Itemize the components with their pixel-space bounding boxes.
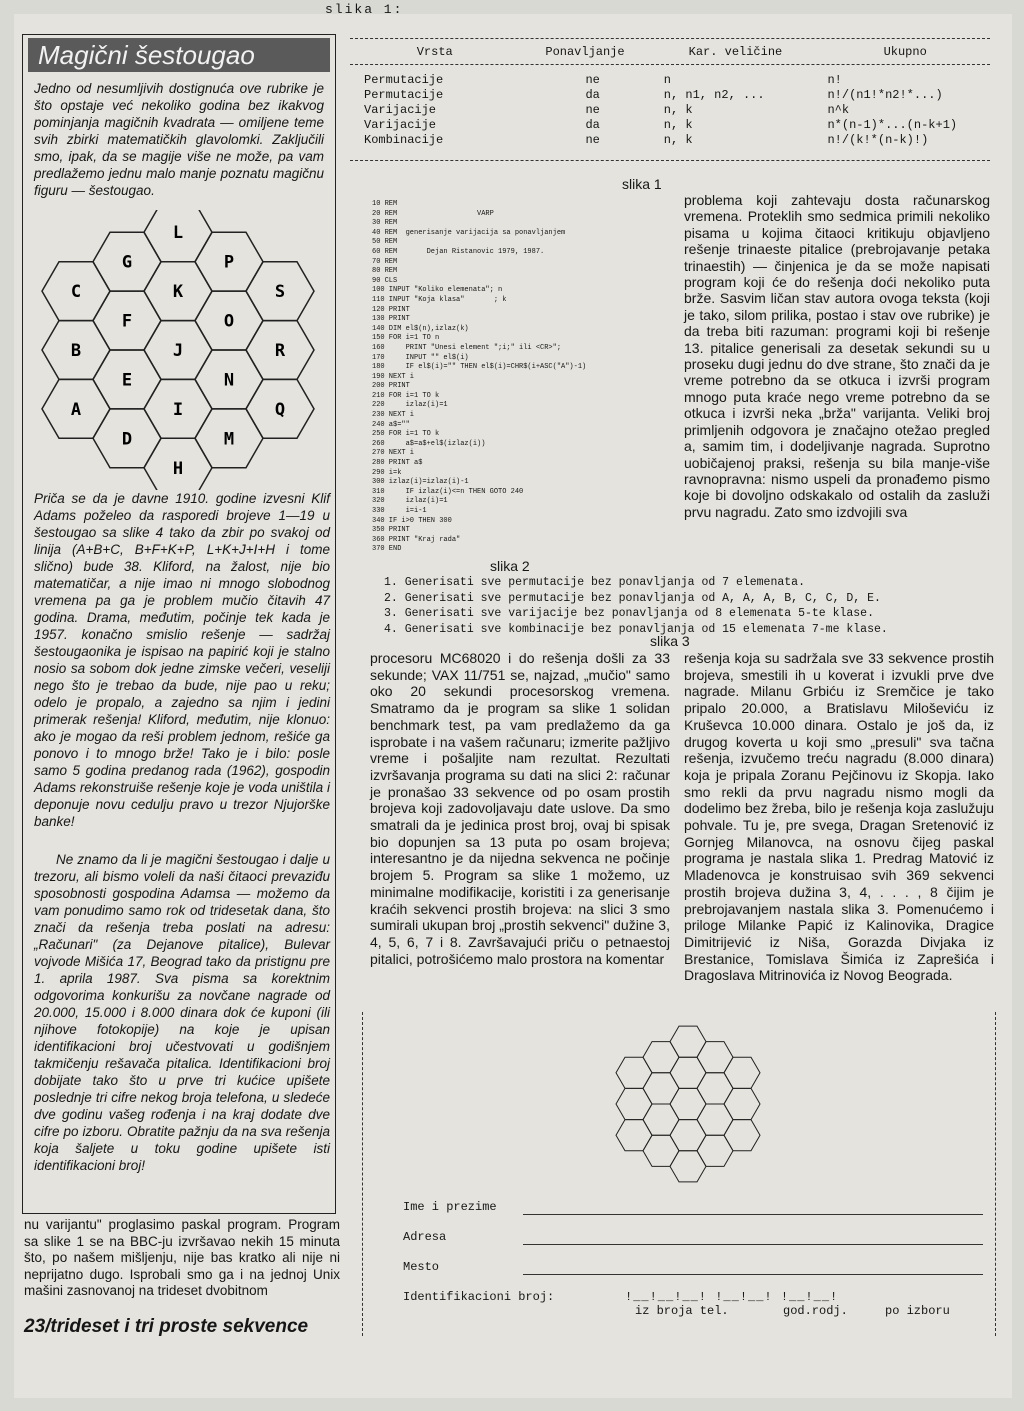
sidebar-contest: Ne znamo da li je magični šestougao i dalje u trezoru, ali bismo voleli da naši čitaoci prevaziđu sposobnosti gospodina Adamsa — možemo da vam ponudimo samo rok od tridesetak dana, što znači da rešenja treba poslati na adresu: „Računari" (za Dejanove pitalice), Bulevar vojvode Mišića 17, Beograd tako da pristignu pre 1. aprila 1987. Sva pisma sa korektnim odgovorima konkurišu za novčane nagrade od 20.000, 15.000 i 8.000 dinara dok će kuponi (ili njihove fotokopije) na koje je upisan identifikacioni broj učestvovati u godišnjem takmičenju rešavača pitalica. Identifikacioni broj dobijate tako što u prve tri kućice upišete poslednje tri cifre nekog broja telefona, u sledeće dve godinu vašeg rođenja i na kraj dodate dve cifre po izboru. Obratite pažnju da na sva rešenja koja šaljete u toku godine upišete isti identifikacioni broj! [34, 852, 330, 1173]
program-line: 300 izlaz(i)=izlaz(i)-1 [372, 478, 469, 487]
table-cell: n! [827, 72, 842, 87]
id-boxes[interactable]: !__!__!__! !__!__! !__!__! [625, 1290, 839, 1304]
program-line: 80 REM [372, 267, 398, 276]
task-item: 3. Generisati sve varijacije bez ponavljanja od 8 elemenata 5-te klase. [384, 607, 874, 620]
table-cell: Kombinacije [364, 132, 444, 147]
program-line: 290 i=k [372, 468, 402, 477]
table-header-cell: Ukupno [883, 45, 927, 59]
coupon-hex-cell[interactable] [670, 1057, 706, 1088]
hex-letter: L [172, 223, 184, 244]
hex-letter: F [121, 311, 133, 332]
coupon-hex-cell[interactable] [616, 1088, 652, 1119]
program-line: 310 IF izlaz(i)<=n THEN GOTO 240 [372, 487, 524, 496]
program-line: 350 PRINT [372, 526, 410, 535]
table-cell: n, n1, n2, ... [663, 87, 765, 102]
figure-caption-2: slika 2 [490, 558, 530, 574]
coupon-hex-cell[interactable] [697, 1135, 733, 1166]
table-header [350, 44, 990, 60]
coupon-hex-cell[interactable] [724, 1120, 760, 1151]
coupon-hex-cell[interactable] [670, 1026, 706, 1057]
table-body [350, 72, 990, 147]
program-line: 340 IF i>0 THEN 300 [372, 516, 452, 525]
address-label: Adresa [403, 1230, 447, 1244]
hex-letter: H [172, 458, 184, 479]
program-line: 370 END [372, 545, 402, 554]
table-header-cell: Vrsta [416, 45, 453, 59]
table-row [350, 132, 990, 147]
program-line: 320 izlaz(i)=1 [372, 497, 448, 506]
program-line: 260 a$=a$+el$(izlaz(i)) [372, 439, 486, 448]
table-row [350, 102, 990, 117]
table-cell: n!/(k!*(n-k)!) [827, 132, 929, 147]
hexagon-figure [22, 210, 334, 490]
program-line: 120 PRINT [372, 305, 410, 314]
program-line: 170 INPUT "" el$(i) [372, 353, 469, 362]
program-line: 150 FOR i=1 TO n [372, 334, 440, 343]
program-line: 130 PRINT [372, 315, 410, 324]
table-cell: n*(n-1)*...(n-k+1) [827, 117, 958, 132]
coupon-hex-cell[interactable] [724, 1088, 760, 1119]
table-cell: Permutacije [364, 87, 444, 102]
top-caption: slika 1: [325, 2, 404, 17]
table-cell: Varijacije [364, 117, 437, 132]
name-field[interactable] [523, 1214, 983, 1215]
sidebar-intro: Jedno od nesumljivih dostignuća ove rubrike je što opstaje već nekoliko godina bez ikakvog pominjanja magičnih kvadrata — omiljene teme svih zbirki matematičkih glavolomki. Zaključili smo, ipak, da se magije više ne može, pa vam predlažemo jednu malo manje poznatu magičnu figuru — šestougao. [34, 81, 324, 198]
task-item: 4. Generisati sve kombinacije bez ponavljanja od 15 elemenata 7-me klase. [384, 622, 888, 636]
program-line: 220 izlaz(i)=1 [372, 401, 448, 410]
table-cell: n!/(n1!*n2!*...) [827, 87, 943, 102]
task-list [384, 575, 994, 637]
figure-caption-3: slika 3 [650, 633, 690, 649]
hex-letter: O [223, 311, 235, 332]
hex-letter: P [223, 252, 235, 273]
coupon-hex-cell[interactable] [616, 1057, 652, 1088]
program-line: 140 DIM el$(n),izlaz(k) [372, 324, 469, 333]
hex-letter: Q [274, 399, 286, 420]
table-cell: ne [585, 132, 600, 147]
sidebar-title: Magični šestougao [28, 38, 330, 72]
coupon-hex-cell[interactable] [643, 1135, 679, 1166]
table-row [350, 117, 990, 132]
middle-column-text: procesoru MC68020 i do rešenja došli za 33 sekunde; VAX 11/751 se, najzad, „mučio" samo oko 20 sekundi procesorskog vremena. Smatramo da je program sa slike 1 solidan benchmark test, pa vam predlažemo da ga isprobate i na vašem računaru; izmerite pažljivo vreme i pošaljite nam rezultat. Rezultati izvršavanja programa su dati na slici 2: računar je pronašao 33 sekvence od po osam prostih brojeva koji zadovoljavaju date uslove. Da smo smatrali da je jedinica prost broj, ovaj bi spisak bio dopunjen sa 13 puta po osam brojeva; interesantno je da nijedna sekvenca ne počinje brojem 5. Program sa slike 1 možemo, uz minimalne modifikacije, koristiti i za generisanje kraćih sekvenci prostih brojeva: na slici 3 smo sumirali ukupan broj „prostih sekvenci" dužine 3, 4, 5, 6, 7 i 8. Završavajući priču o petnaestoj pitalici, potrošićemo malo prostora na komentar [370, 650, 670, 967]
id-sub-year: god.rodj. [783, 1304, 848, 1318]
hex-letter: G [121, 252, 133, 273]
figure-caption-1: slika 1 [622, 176, 662, 192]
hex-letter: N [223, 370, 235, 391]
coupon-hex-cell[interactable] [670, 1151, 706, 1182]
program-line: 270 NEXT i [372, 449, 415, 458]
program-line: 100 INPUT "Koliko elemenata"; n [372, 286, 503, 295]
program-line: 330 i=i-1 [372, 507, 427, 515]
hex-letter: J [172, 341, 184, 361]
table-cell: Permutacije [364, 72, 444, 87]
table-cell: da [585, 87, 600, 102]
coupon-hex-cell[interactable] [643, 1073, 679, 1104]
hex-letter: S [274, 282, 286, 303]
city-field[interactable] [523, 1274, 983, 1275]
city-label: Mesto [403, 1260, 440, 1274]
left-continuation: nu varijantu" proglasimo paskal program. Program sa slike 1 se na BBC-ju izvršavao nekih 15 minuta što, po našem mišljenju, nije bas kratko ali nije ni neprijatno dugo. Isprobali smo ga i na jednoj Unix mašini zasnovanoj na trideset dvobitnom [24, 1217, 340, 1299]
program-line: 10 REM [372, 200, 398, 208]
program-line: 250 FOR i=1 TO k [372, 430, 440, 439]
hex-letter: E [121, 370, 133, 391]
coupon-hex-cell[interactable] [697, 1073, 733, 1104]
table-cell: Varijacije [364, 102, 437, 117]
program-line: 50 REM [372, 238, 398, 247]
table-cell: ne [585, 72, 600, 87]
table-cell: n, k [663, 117, 693, 132]
table-cell: da [585, 117, 600, 132]
program-line: 110 INPUT "Koja klasa" ; k [372, 295, 507, 304]
program-line: 160 PRINT "Unesi element ";i;" ili <CR>"; [372, 343, 562, 352]
hex-letter: M [223, 429, 235, 450]
address-field[interactable] [523, 1244, 983, 1245]
id-sub-choice: po izboru [885, 1304, 950, 1318]
program-line: 240 a$="" [372, 420, 410, 429]
hex-letter: K [172, 282, 184, 303]
coupon-hex-cell[interactable] [697, 1042, 733, 1073]
program-line: 360 PRINT "Kraj rada" [372, 535, 461, 544]
hex-letter: A [70, 399, 82, 420]
program-line: 230 NEXT i [372, 411, 415, 420]
name-label: Ime i prezime [403, 1200, 497, 1214]
coupon-hex-cell[interactable] [670, 1120, 706, 1151]
program-line: 190 NEXT i [372, 372, 415, 381]
coupon-hex-cell[interactable] [670, 1088, 706, 1119]
table-header-cell: Ponavljanje [545, 45, 625, 59]
hex-letter: R [274, 341, 286, 361]
coupon-hex-cell[interactable] [724, 1057, 760, 1088]
program-line: 90 CLS [372, 276, 398, 285]
coupon-hex-cell[interactable] [643, 1104, 679, 1135]
table-header-cell: Kar. veličine [688, 45, 783, 59]
middle-right-column-text: rešenja koja su sadržala sve 33 sekvence prostih brojeva, smestili ih u koverat i izvukli prve dve nagrade. Milanu Grbiću iz Sremčice je tako pripalo 20.000, a Bratislavu Miloševiću iz Kruševca 10.000 dinara. Ostalo je još da, iz drugog koverta u koji smo „presuli" sva tačna rešenja, izvučemo treću nagradu (8.000 dinara) koja je pripala Zoranu Pejčinovu iz Skopja. Iako smo rekli da prvu nagradu nismo mogli da dodelimo bez žreba, bilo je rešenja koja zaslužuju pohvale. Tu je, pre svega, Dragan Sretenović iz Gornjeg Milanovca, na osnovu čijeg paskal programa je nastala slika 1. Predrag Matović iz Mladenovca je konstruisao svih 369 sekvenci prostih brojeva dužina 3, 4, . . . , 8 čijim je prebrojavanjem nastala slika 3. Pomenućemo i priloge Milanke Papić iz Kalinovika, Dragice Dimitrijević iz Niša, Gorazda Divjaka iz Brestanice, Tomislava Šimića iz Zaprešića i Dragoslava Mitrinovića iz Novog Beograda. [684, 650, 994, 984]
coupon-hex-cell[interactable] [697, 1104, 733, 1135]
task-item: 2. Generisati sve permutacije bez ponavljanja od A, A, A, B, C, C, D, E. [384, 591, 881, 605]
table-cell: n [663, 72, 671, 87]
program-listing [372, 200, 672, 555]
program-line: 180 IF el$(i)="" THEN el$(i)=CHR$(i+ASC("A")-1) [372, 363, 587, 372]
hex-letter: I [172, 399, 184, 420]
hex-letter: C [70, 282, 82, 303]
task-item: 1. Generisati sve permutacije bez ponavljanja od 7 elemenata. [384, 576, 805, 589]
table-cell: n, k [663, 132, 693, 147]
table-row [350, 72, 990, 87]
program-line: 200 PRINT [372, 382, 410, 391]
program-line: 20 REM VARP [372, 209, 494, 218]
coupon-hexagon-grid [588, 1020, 788, 1188]
coupon-hex-cell[interactable] [643, 1042, 679, 1073]
program-line: 70 REM [372, 257, 398, 266]
program-line: 40 REM generisanje varijacija sa ponavljanjem [372, 228, 566, 237]
right-column-text: problema koji zahtevaju dosta računarskog vremena. Proteklih smo sedmica primili nekoliko pisama u kojima čitaoci kritikuju objavljeno rešenje trinaeste pitalice (prebrojavanje petaka trinaestih) — činjenica je da se može napisati program koji će do rešenja doći nekoliko puta brže. Sasvim ličan stav autora ovoga teksta (koji je tako, silom prilika, postao i stav ove rubrike) je da treba biti razuman: programi koji bi rešenje 13. pitalice generisali za desetak sekundi su u proseku dugi jednu do dve strane, što znači da je vreme potrebno da se otkuca i izvrši program mnogo puta kraće nego vreme potrebno da se otkuca i izvrši neka „brža" varijanta. Veliki broj primljenih odgovora je značajno otežao pregled a, samim tim, i dodeljivanje nagrada. Suprotno uobičajenoj praksi, rešenja su bila manje-više ravnopravna: nismo uspeli da pronađemo pismo koje bi dovoljno odskakalo od ostalih da zasluži prvu nagradu. Zato smo izdvojili sva [684, 192, 990, 520]
hex-letter: D [121, 429, 133, 450]
id-label: Identifikacioni broj: [403, 1290, 555, 1304]
program-line: 60 REM Dejan Ristanovic 1979, 1987. [372, 247, 545, 256]
program-line: 30 REM [372, 219, 398, 228]
table-cell: n^k [827, 102, 850, 117]
coupon [362, 1012, 996, 1336]
formula-table [350, 38, 1000, 147]
footer-title: 23/trideset i tri proste sekvence [24, 1316, 309, 1337]
id-sub-phone: iz broja tel. [635, 1304, 729, 1318]
hex-letter: B [70, 341, 82, 361]
coupon-hex-cell[interactable] [616, 1120, 652, 1151]
table-cell: n, k [663, 102, 693, 117]
program-line: 280 PRINT a$ [372, 459, 423, 468]
program-line: 210 FOR i=1 TO k [372, 391, 440, 400]
table-cell: ne [585, 102, 600, 117]
table-row [350, 87, 990, 102]
sidebar-story: Priča se da je davne 1910. godine izvesni Klif Adams poželeo da rasporedi brojeve 1—19 u šestougao sa slike 4 tako da zbir po svakoj od linija (A+B+C, B+F+K+P, L+K+J+I+H i tome slično) bude 38. Kliford, na žalost, nije bio matematičar, a nije imao ni mnogo slobodnog vremena pa ga je problem mučio čitavih 47 godina. Drama, međutim, počinje tek kada je 1957. konačno smislio rešenje — sadržaj šestougaonika je ispisao na papirić koji je stalno nosio sa sobom dok jedne zimske večeri, veseliji nego što je trebao da bude, nije pao u reku; odelo je propalo, a zajedno sa njim i jedini primerak rešenja! Kliford, međutim, nije klonuo: ako je mogao da reši problem jednom, rešiće ga ponovo i to mnogo brže! Tako je i bilo: posle samo 5 godina predanog rada (1962), gospodin Adams rekonstruiše rešenje koje je voda uništila i deponuje novu cedulju pravo u trezor Njujorške banke! [34, 491, 330, 829]
